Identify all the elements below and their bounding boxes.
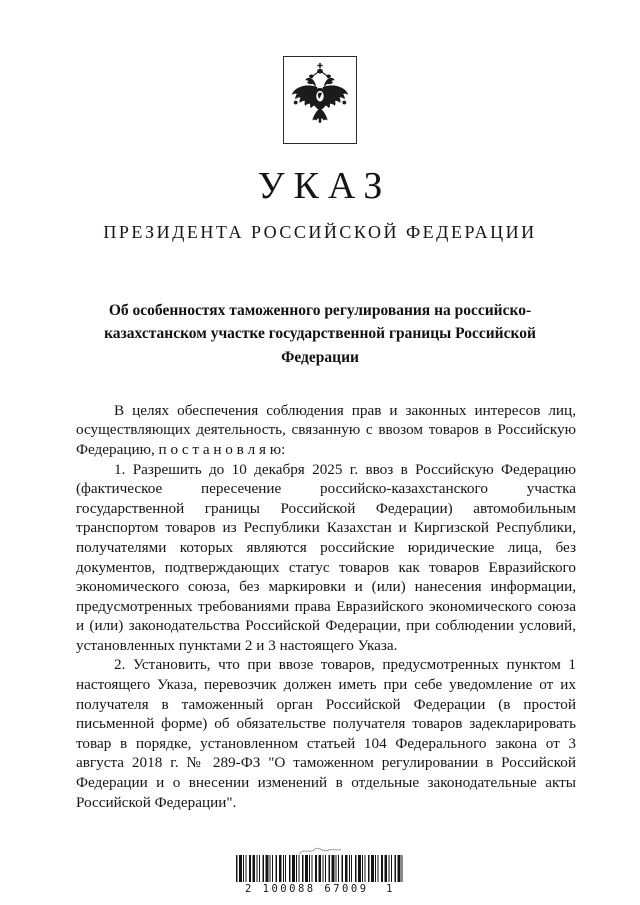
double-headed-eagle-icon bbox=[288, 61, 352, 139]
paragraph-item-1: 1. Разрешить до 10 декабря 2025 г. ввоз в Российскую Федерацию (фактическое пересечение российско-казахстанского участка государственной границы Российской Федерации) автомобильным транспортом товаров из Республики Казахстан и Киргизской Республики, получателями которых являются российские юридические лица, без документов, подтверждающих статус товаров как товаров Евразийского экономического союза, без маркировки и (или) нанесения информации, предусмотренных требованиями права Евразийского экономического союза и (или) законодательства Российской Федерации, при соблюдении условий, установленных пунктами 2 и 3 настоящего Указа. bbox=[76, 460, 576, 654]
barcode-bars bbox=[236, 855, 404, 882]
coat-of-arms-frame bbox=[283, 56, 357, 144]
handwritten-mark bbox=[297, 845, 343, 857]
publication-barcode bbox=[220, 845, 420, 895]
decree-body bbox=[76, 401, 576, 812]
document-subtitle: ПРЕЗИДЕНТА РОССИЙСКОЙ ФЕДЕРАЦИИ bbox=[103, 222, 537, 242]
barcode-number: 2 100088 67009 1 bbox=[245, 883, 395, 895]
paragraph-item-2: 2. Установить, что при ввозе товаров, предусмотренных пунктом 1 настоящего Указа, перевозчик должен иметь при себе уведомление от их получателя в таможенный орган Российской Федерации (в простой письменной форме) об обязательстве получателя товаров задекларировать товар в порядке, установленном статьей 104 Федерального закона от 3 августа 2018 г. № 289-ФЗ "О таможенном регулировании в Российской Федерации и о внесении изменений в отдельные законодательные акты Российской Федерации". bbox=[76, 656, 576, 811]
document-title: УКАЗ bbox=[257, 165, 392, 207]
decree-subject-heading: Об особенностях таможенного регулирования на российско-казахстанском участке государственной границы Российской Федерации bbox=[104, 302, 536, 366]
paragraph-preamble: В целях обеспечения соблюдения прав и законных интересов лиц, осуществляющих деятельность, связанную с ввозом товаров в Российскую Федерацию, п о с т а н о в л я ю: bbox=[76, 401, 576, 458]
